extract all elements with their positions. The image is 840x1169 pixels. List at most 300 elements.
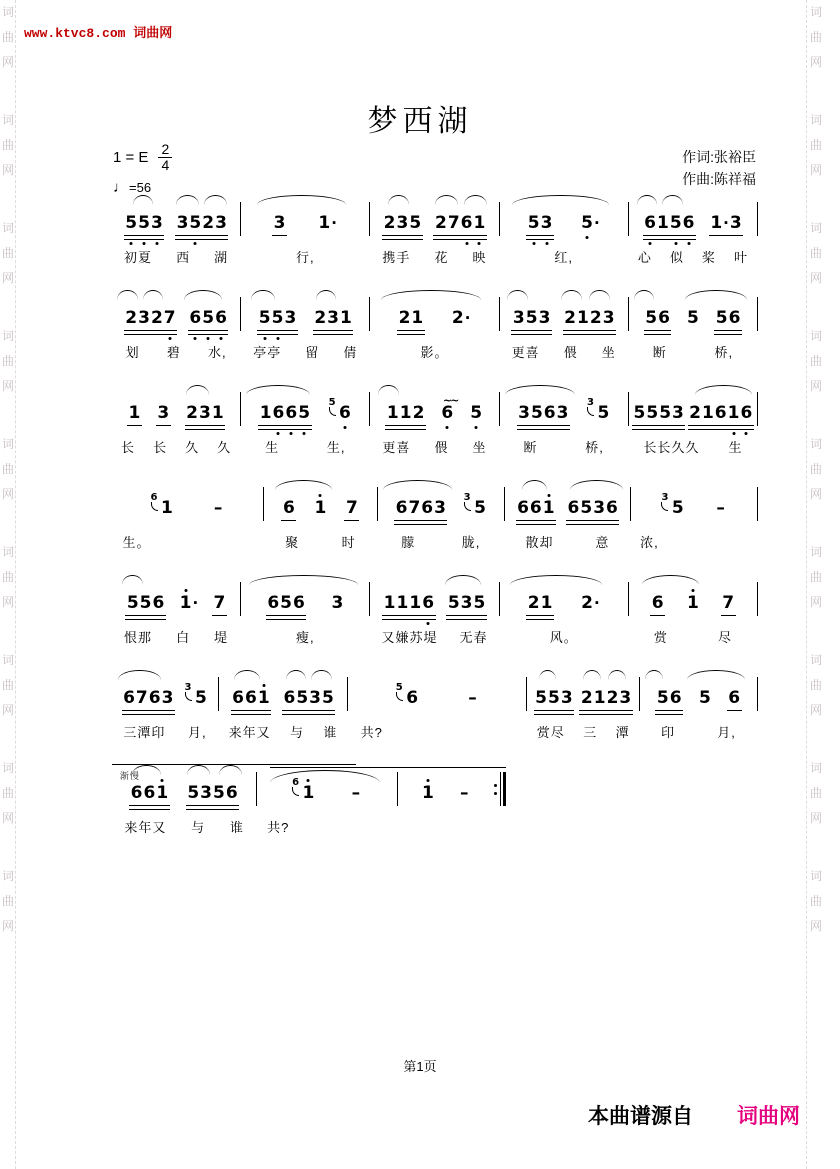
note-token bbox=[186, 405, 225, 422]
lyric-syllable: 似 bbox=[669, 250, 684, 265]
barline bbox=[757, 297, 758, 331]
footer-source-text: 本曲谱源自 bbox=[588, 1105, 693, 1128]
measure bbox=[112, 681, 218, 741]
note-digit: 6 bbox=[517, 498, 529, 518]
lyrics-row bbox=[370, 627, 498, 646]
lyrics-row bbox=[629, 247, 757, 266]
measure bbox=[112, 491, 263, 551]
lyric-syllable: 更喜 bbox=[382, 440, 411, 455]
augmentation-dot: · bbox=[331, 214, 337, 232]
note-digit: 5 bbox=[139, 593, 152, 613]
note-token bbox=[273, 215, 286, 232]
note-digit: 7 bbox=[722, 593, 735, 613]
note-digit: 3 bbox=[396, 213, 409, 233]
measure bbox=[241, 586, 369, 646]
watermark-text: 词 曲 网 bbox=[2, 221, 15, 285]
note-token bbox=[128, 405, 141, 422]
note-digit: 2 bbox=[412, 403, 425, 423]
repeat-barline bbox=[494, 772, 506, 806]
note-digit: 6 bbox=[293, 593, 305, 613]
lyric-syllable: 映 bbox=[472, 250, 487, 265]
note-digit: 2 bbox=[564, 308, 577, 328]
slur-arc bbox=[510, 575, 602, 585]
barline bbox=[757, 202, 758, 236]
note-digit: 3 bbox=[540, 213, 553, 233]
slur-arc bbox=[464, 195, 487, 205]
note-token bbox=[395, 500, 446, 517]
note-digit: 3 bbox=[327, 308, 340, 328]
note-digit: 7 bbox=[408, 498, 421, 518]
watermark-text: 词 曲 网 bbox=[2, 113, 15, 177]
note-digit: 3 bbox=[273, 213, 286, 233]
note-digit: 1 bbox=[656, 213, 669, 233]
grace-note: 5 bbox=[395, 682, 403, 693]
slur-arc bbox=[122, 575, 143, 585]
augmentation-dot: · bbox=[723, 214, 729, 232]
note-token bbox=[441, 405, 454, 422]
note-token bbox=[189, 310, 228, 327]
measure bbox=[629, 206, 757, 266]
lyric-syllable: 恨那 bbox=[124, 630, 153, 645]
note-token bbox=[184, 682, 208, 708]
note-digit: 2 bbox=[150, 308, 163, 328]
composer-credit: 作曲:陈祥福 bbox=[682, 171, 756, 187]
slur-arc bbox=[234, 670, 260, 680]
music-system bbox=[112, 289, 758, 384]
lyric-syllable: 红, bbox=[554, 250, 574, 265]
lyric-syllable: 与 bbox=[289, 725, 304, 740]
note-digit: 6 bbox=[606, 498, 618, 518]
note-token bbox=[527, 595, 553, 612]
note-token bbox=[689, 405, 753, 422]
tempo-change-label: 渐慢 bbox=[119, 771, 140, 781]
notes-row bbox=[241, 586, 369, 612]
note-digit: 3 bbox=[309, 688, 321, 708]
slur-arc bbox=[695, 385, 751, 395]
slur-arc bbox=[187, 765, 210, 775]
note-digit: 5 bbox=[473, 593, 486, 613]
note-token bbox=[535, 690, 574, 707]
note-digit: 5 bbox=[535, 688, 547, 708]
note-digit: 5 bbox=[470, 403, 483, 423]
lyric-syllable: 月, bbox=[717, 725, 736, 740]
note-digit: 5 bbox=[527, 213, 540, 233]
notes-row bbox=[348, 681, 526, 707]
slur-arc bbox=[662, 195, 683, 205]
notes-row bbox=[631, 491, 757, 517]
grace-note: 3 bbox=[463, 492, 471, 503]
note-digit: 2 bbox=[186, 403, 198, 423]
lyric-syllable: 坐 bbox=[472, 440, 487, 455]
lyric-syllable: 心 bbox=[637, 250, 652, 265]
duration-dash: – bbox=[716, 498, 725, 518]
watermark-text: 词 曲 网 bbox=[2, 6, 15, 69]
measure bbox=[505, 491, 631, 551]
lyric-syllable: 赏尽 bbox=[536, 725, 565, 740]
barline bbox=[757, 392, 758, 426]
note-digit: 6 bbox=[421, 498, 434, 518]
measure bbox=[398, 776, 494, 817]
lyric-syllable: 无春 bbox=[459, 630, 488, 645]
measure bbox=[241, 206, 369, 266]
slur-arc bbox=[445, 575, 481, 585]
notes-row bbox=[370, 586, 498, 612]
note-digit: 6 bbox=[422, 593, 435, 613]
note-token bbox=[283, 690, 334, 707]
measure bbox=[378, 491, 504, 551]
note-digit-high: 1 bbox=[314, 498, 327, 518]
note-digit: 5 bbox=[633, 403, 646, 423]
note-digit: 2 bbox=[527, 593, 540, 613]
note-digit: 5 bbox=[447, 593, 460, 613]
lyric-syllable: 散却 bbox=[525, 535, 554, 550]
note-digit: 6 bbox=[225, 783, 238, 803]
ritardando-line bbox=[270, 767, 506, 768]
slur-arc bbox=[539, 670, 557, 680]
watermark-text: 词 曲 网 bbox=[2, 545, 15, 609]
note-digit: 1 bbox=[540, 593, 553, 613]
grace-note: 6 bbox=[292, 777, 300, 788]
note-digit: 5 bbox=[580, 498, 593, 518]
lyric-syllable: 潭 bbox=[615, 725, 630, 740]
note-digit: 6 bbox=[152, 593, 165, 613]
slur-arc bbox=[435, 195, 458, 205]
lyrics-row bbox=[264, 532, 377, 551]
measure-row bbox=[112, 491, 758, 551]
note-digit: 5 bbox=[646, 403, 659, 423]
note-token bbox=[644, 215, 695, 232]
note-token bbox=[282, 500, 295, 517]
notes-row bbox=[241, 396, 369, 422]
notes-row bbox=[500, 206, 628, 232]
watermark-text: 词 曲 网 bbox=[2, 329, 15, 393]
note-digit: 5 bbox=[597, 403, 610, 423]
note-digit: 6 bbox=[272, 403, 285, 423]
note-digit: 1 bbox=[318, 213, 331, 233]
slur-arc bbox=[645, 670, 664, 680]
slur-arc bbox=[388, 195, 409, 205]
music-system bbox=[112, 384, 758, 479]
measure bbox=[640, 681, 757, 741]
slur-arc bbox=[186, 385, 209, 395]
note-digit: 3 bbox=[593, 498, 606, 518]
lyrics-row bbox=[629, 437, 757, 456]
note-digit: 5 bbox=[548, 688, 560, 708]
note-token bbox=[447, 595, 486, 612]
note-token bbox=[586, 397, 610, 423]
lyrics-row bbox=[112, 532, 263, 551]
slur-arc bbox=[275, 480, 332, 490]
note-token bbox=[187, 785, 238, 802]
note-digit: 3 bbox=[284, 308, 297, 328]
notes-row bbox=[629, 301, 757, 327]
note-token bbox=[130, 785, 169, 802]
watermark-text: 词 曲 网 bbox=[2, 437, 15, 501]
lyric-syllable: 生, bbox=[326, 440, 346, 455]
lyric-syllable: 赏 bbox=[653, 630, 668, 645]
slur-arc bbox=[378, 385, 399, 395]
note-digit: 3 bbox=[556, 403, 569, 423]
note-token bbox=[564, 310, 615, 327]
lyrics-row bbox=[112, 627, 240, 646]
note-digit: 3 bbox=[198, 403, 211, 423]
measure bbox=[500, 396, 628, 456]
lyrics-row bbox=[257, 817, 397, 836]
note-digit: 5 bbox=[659, 403, 672, 423]
lyrics-row bbox=[629, 627, 757, 646]
measure bbox=[264, 491, 377, 551]
note-digit: 5 bbox=[213, 783, 225, 803]
measure bbox=[348, 681, 526, 741]
note-digit: 2 bbox=[125, 308, 138, 328]
watermark-text: 词 曲 网 bbox=[810, 437, 823, 501]
lyrics-row bbox=[505, 532, 631, 551]
lyrics-row bbox=[370, 247, 498, 266]
notes-row bbox=[241, 301, 369, 327]
note-digit: 5 bbox=[280, 593, 292, 613]
key-text: 1 = E bbox=[113, 149, 149, 166]
quarter-note-icon: ♩ bbox=[113, 179, 128, 196]
note-digit: 6 bbox=[714, 403, 727, 423]
note-digit: 3 bbox=[619, 688, 632, 708]
measure bbox=[257, 776, 397, 836]
slur-arc bbox=[311, 670, 332, 680]
slur-arc bbox=[505, 385, 576, 395]
note-digit: 5 bbox=[581, 213, 593, 233]
note-token bbox=[722, 595, 735, 612]
note-token bbox=[318, 215, 338, 232]
lyric-syllable: 留 bbox=[305, 345, 320, 360]
note-digit: 6 bbox=[339, 403, 351, 423]
note-token bbox=[421, 785, 434, 802]
note-token bbox=[328, 397, 352, 423]
note-digit: 5 bbox=[138, 213, 150, 233]
slur-arc bbox=[286, 670, 307, 680]
watermark-text: 词 曲 网 bbox=[810, 653, 823, 717]
note-token bbox=[125, 310, 176, 327]
notes-row bbox=[112, 776, 256, 802]
note-digit: 6 bbox=[644, 213, 656, 233]
note-token bbox=[686, 595, 699, 612]
lyric-syllable: 叶 bbox=[733, 250, 748, 265]
notes-row bbox=[398, 776, 494, 802]
watermark-divider-left bbox=[15, 0, 16, 1169]
notes-row bbox=[112, 396, 240, 422]
note-token bbox=[458, 785, 471, 802]
lyrics-row bbox=[112, 722, 218, 741]
note-digit: 6 bbox=[232, 688, 245, 708]
slur-arc bbox=[570, 480, 623, 490]
note-digit: 1 bbox=[593, 688, 606, 708]
augmentation-dot: · bbox=[593, 214, 600, 232]
note-digit: 3 bbox=[434, 498, 446, 518]
note-digit: 5 bbox=[194, 688, 207, 708]
time-denominator: 4 bbox=[161, 157, 170, 173]
note-digit: 1 bbox=[383, 593, 396, 613]
note-digit: 3 bbox=[512, 308, 525, 328]
key-signature-block bbox=[113, 142, 172, 196]
tempo-value: =56 bbox=[129, 180, 152, 195]
note-digit: 5 bbox=[298, 403, 311, 423]
lyric-syllable: 聚 bbox=[285, 535, 300, 550]
measure bbox=[629, 301, 757, 361]
lyric-syllable: 来年又 bbox=[124, 820, 167, 835]
slur-arc bbox=[512, 195, 608, 205]
lyrics-row bbox=[241, 247, 369, 266]
lyric-syllable: 久 bbox=[185, 440, 200, 455]
note-digit: 6 bbox=[740, 403, 753, 423]
note-digit: 6 bbox=[406, 688, 419, 708]
note-digit: 7 bbox=[163, 308, 176, 328]
watermark-text: 词 曲 网 bbox=[2, 761, 15, 825]
slur-arc bbox=[522, 480, 547, 490]
footer-source bbox=[588, 1100, 800, 1130]
note-digit: 1 bbox=[411, 308, 424, 328]
note-token bbox=[331, 595, 344, 612]
music-system bbox=[112, 764, 506, 859]
notes-row bbox=[112, 681, 218, 707]
music-system bbox=[112, 479, 758, 574]
note-digit: 3 bbox=[560, 688, 573, 708]
slur-arc bbox=[583, 670, 601, 680]
measure-row bbox=[112, 586, 758, 646]
note-digit: 3 bbox=[157, 403, 170, 423]
duration-dash: – bbox=[468, 688, 477, 708]
note-digit: 6 bbox=[148, 688, 161, 708]
measure bbox=[112, 396, 240, 456]
note-digit: 6 bbox=[728, 308, 741, 328]
note-digit: 5 bbox=[258, 308, 271, 328]
slur-arc bbox=[507, 290, 528, 300]
measure bbox=[370, 206, 498, 266]
note-token bbox=[212, 500, 225, 517]
grace-note: 3 bbox=[586, 397, 594, 408]
note-digit: 6 bbox=[267, 593, 280, 613]
note-digit: 2 bbox=[314, 308, 327, 328]
lyrics-row bbox=[112, 247, 240, 266]
note-token bbox=[470, 405, 483, 422]
lyrics-row bbox=[527, 722, 638, 741]
lyric-syllable: 行, bbox=[295, 250, 315, 265]
note-digit: 6 bbox=[395, 498, 408, 518]
lyric-syllable: 瘦, bbox=[295, 630, 315, 645]
slur-arc bbox=[133, 195, 154, 205]
score bbox=[112, 194, 758, 859]
note-digit: 6 bbox=[669, 688, 682, 708]
measure-row bbox=[112, 681, 758, 741]
grace-note: 6 bbox=[150, 492, 158, 503]
barline bbox=[757, 582, 758, 616]
note-digit-high: 1 bbox=[686, 593, 699, 613]
notes-row bbox=[500, 586, 628, 612]
lyric-syllable: 三潭印 bbox=[123, 725, 166, 740]
note-token bbox=[645, 310, 671, 327]
slur-arc bbox=[381, 290, 481, 300]
notes-row bbox=[219, 681, 347, 707]
note-token bbox=[383, 595, 434, 612]
lyric-syllable: 长 bbox=[121, 440, 136, 455]
note-digit-high: 1 bbox=[542, 498, 555, 518]
watermark-text: 词 曲 网 bbox=[810, 329, 823, 393]
note-digit: 1 bbox=[577, 308, 589, 328]
lyric-syllable: 桥, bbox=[714, 345, 734, 360]
measure-row bbox=[112, 206, 758, 266]
note-token bbox=[386, 405, 425, 422]
note-token bbox=[714, 500, 727, 517]
note-digit: 6 bbox=[651, 593, 664, 613]
slur-arc bbox=[204, 195, 227, 205]
watermark-text: 词 曲 网 bbox=[2, 653, 15, 717]
note-digit-high: 1 bbox=[257, 688, 270, 708]
lyrics-row bbox=[241, 437, 369, 456]
note-digit-high: 1 bbox=[156, 783, 169, 803]
lyric-syllable: 桥, bbox=[585, 440, 604, 455]
note-digit: 5 bbox=[686, 308, 699, 328]
note-token bbox=[567, 500, 618, 517]
lyrics-row bbox=[500, 342, 628, 361]
slur-arc bbox=[685, 290, 747, 300]
notes-row bbox=[527, 681, 638, 707]
note-digit: 2 bbox=[589, 308, 602, 328]
note-digit: 5 bbox=[669, 213, 682, 233]
lyric-syllable: 浓, bbox=[640, 535, 659, 550]
lyric-syllable: 断 bbox=[523, 440, 538, 455]
note-token bbox=[126, 595, 165, 612]
lyrics-row bbox=[629, 342, 757, 361]
time-signature bbox=[158, 142, 172, 173]
notes-row bbox=[264, 491, 377, 517]
notes-row bbox=[370, 301, 498, 327]
note-token bbox=[656, 690, 682, 707]
note-token bbox=[466, 690, 479, 707]
lyric-syllable: 三 bbox=[583, 725, 598, 740]
note-digit: 7 bbox=[447, 213, 460, 233]
note-digit: 2 bbox=[202, 213, 215, 233]
augmentation-dot: · bbox=[593, 594, 600, 612]
note-digit: 6 bbox=[728, 688, 741, 708]
note-digit: 5 bbox=[645, 308, 658, 328]
slur-arc bbox=[634, 290, 655, 300]
music-system bbox=[112, 194, 758, 289]
note-digit: 3 bbox=[672, 403, 684, 423]
lyric-syllable: 谁 bbox=[323, 725, 338, 740]
slur-arc bbox=[132, 765, 161, 775]
notes-row bbox=[112, 301, 240, 327]
note-digit: 1 bbox=[340, 308, 352, 328]
note-digit: 5 bbox=[187, 783, 200, 803]
lyric-syllable: 水, bbox=[207, 345, 227, 360]
barline bbox=[757, 677, 758, 711]
augmentation-dot: · bbox=[192, 594, 199, 612]
note-digit: 1 bbox=[710, 213, 723, 233]
note-token bbox=[661, 492, 684, 518]
slur-arc bbox=[118, 670, 160, 680]
note-digit: 2 bbox=[451, 308, 464, 328]
lyric-syllable: 印 bbox=[661, 725, 676, 740]
notes-row bbox=[629, 206, 757, 232]
note-digit: 3 bbox=[138, 308, 150, 328]
lyric-syllable: 共? bbox=[360, 725, 383, 740]
lyric-syllable: 桨 bbox=[701, 250, 716, 265]
measure-row bbox=[112, 396, 758, 456]
note-token bbox=[581, 215, 601, 232]
measure bbox=[500, 206, 628, 266]
note-token bbox=[345, 500, 358, 517]
note-digit: 3 bbox=[176, 213, 189, 233]
slur-arc bbox=[184, 290, 222, 300]
watermark-text: 词 曲 网 bbox=[810, 761, 823, 825]
note-token bbox=[651, 595, 664, 612]
